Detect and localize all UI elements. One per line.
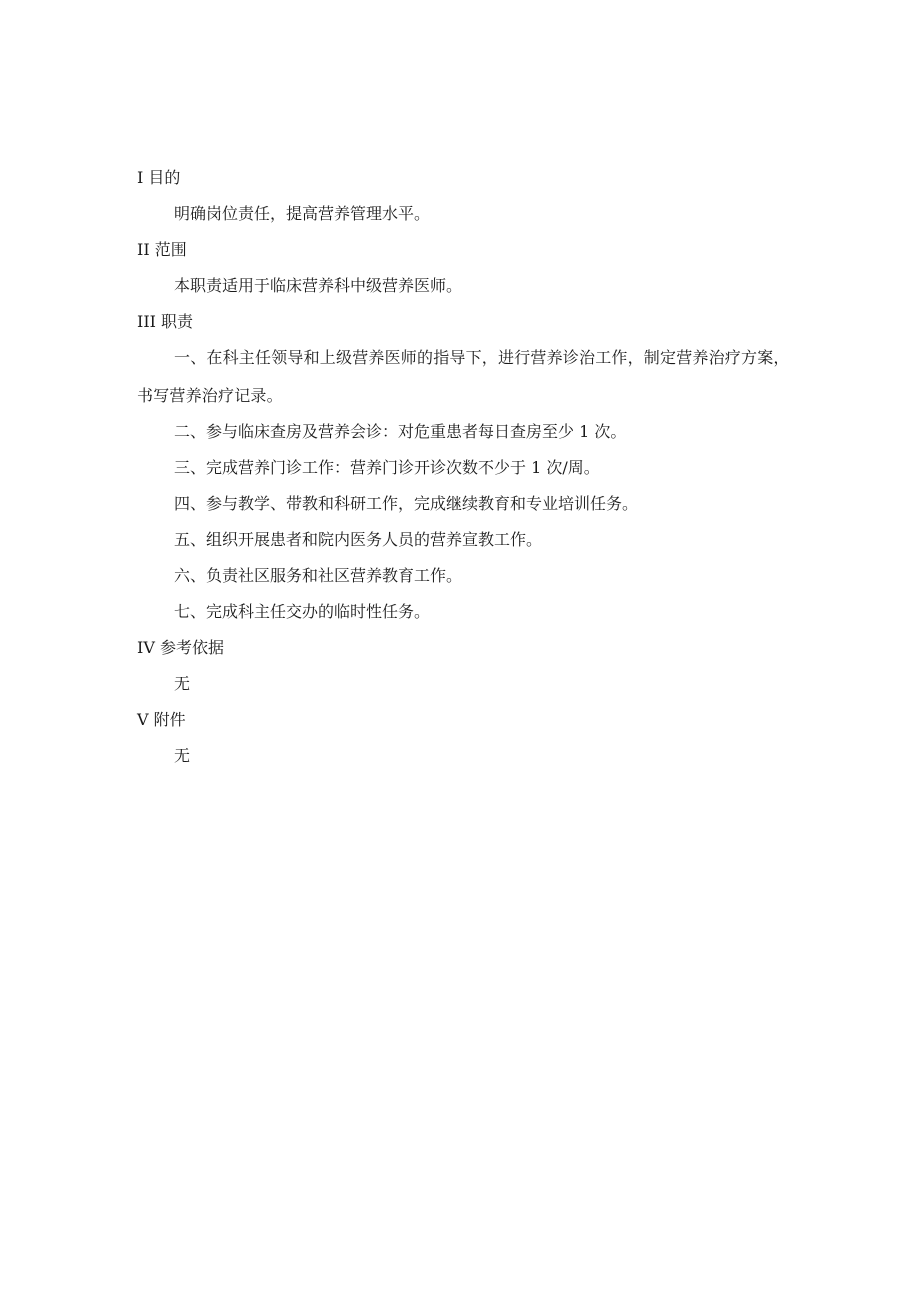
duty-item-4: 四、参与教学、带教和科研工作，完成继续教育和专业培训任务。: [174, 494, 639, 513]
section-heading-purpose: I 目的: [137, 168, 181, 187]
duty-item-7: 七、完成科主任交办的临时性任务。: [174, 602, 431, 621]
section-heading-scope: II 范围: [137, 240, 187, 259]
duty-item-1: 一、在科主任领导和上级营养医师的指导下，进行营养诊治工作，制定营养治疗方案，书写营养治疗记录。: [137, 348, 790, 405]
section-heading-references: IV 参考依据: [137, 638, 224, 657]
duty-item-5: 五、组织开展患者和院内医务人员的营养宣教工作。: [174, 530, 543, 549]
section-text-scope: 本职责适用于临床营养科中级营养医师。: [174, 276, 463, 295]
duty-item-2: 二、参与临床查房及营养会诊：对危重患者每日查房至少 1 次。: [174, 422, 627, 441]
duty-item-6: 六、负责社区服务和社区营养教育工作。: [174, 566, 463, 585]
duty-item-3: 三、完成营养门诊工作：营养门诊开诊次数不少于 1 次/周。: [174, 458, 600, 477]
section-text-references: 无: [174, 674, 191, 693]
section-heading-duties: III 职责: [137, 312, 194, 331]
document-body: [137, 168, 797, 782]
section-text-purpose: 明确岗位责任，提高营养管理水平。: [174, 204, 431, 223]
section-heading-attachments: V 附件: [137, 710, 186, 729]
section-text-attachments: 无: [174, 746, 191, 765]
